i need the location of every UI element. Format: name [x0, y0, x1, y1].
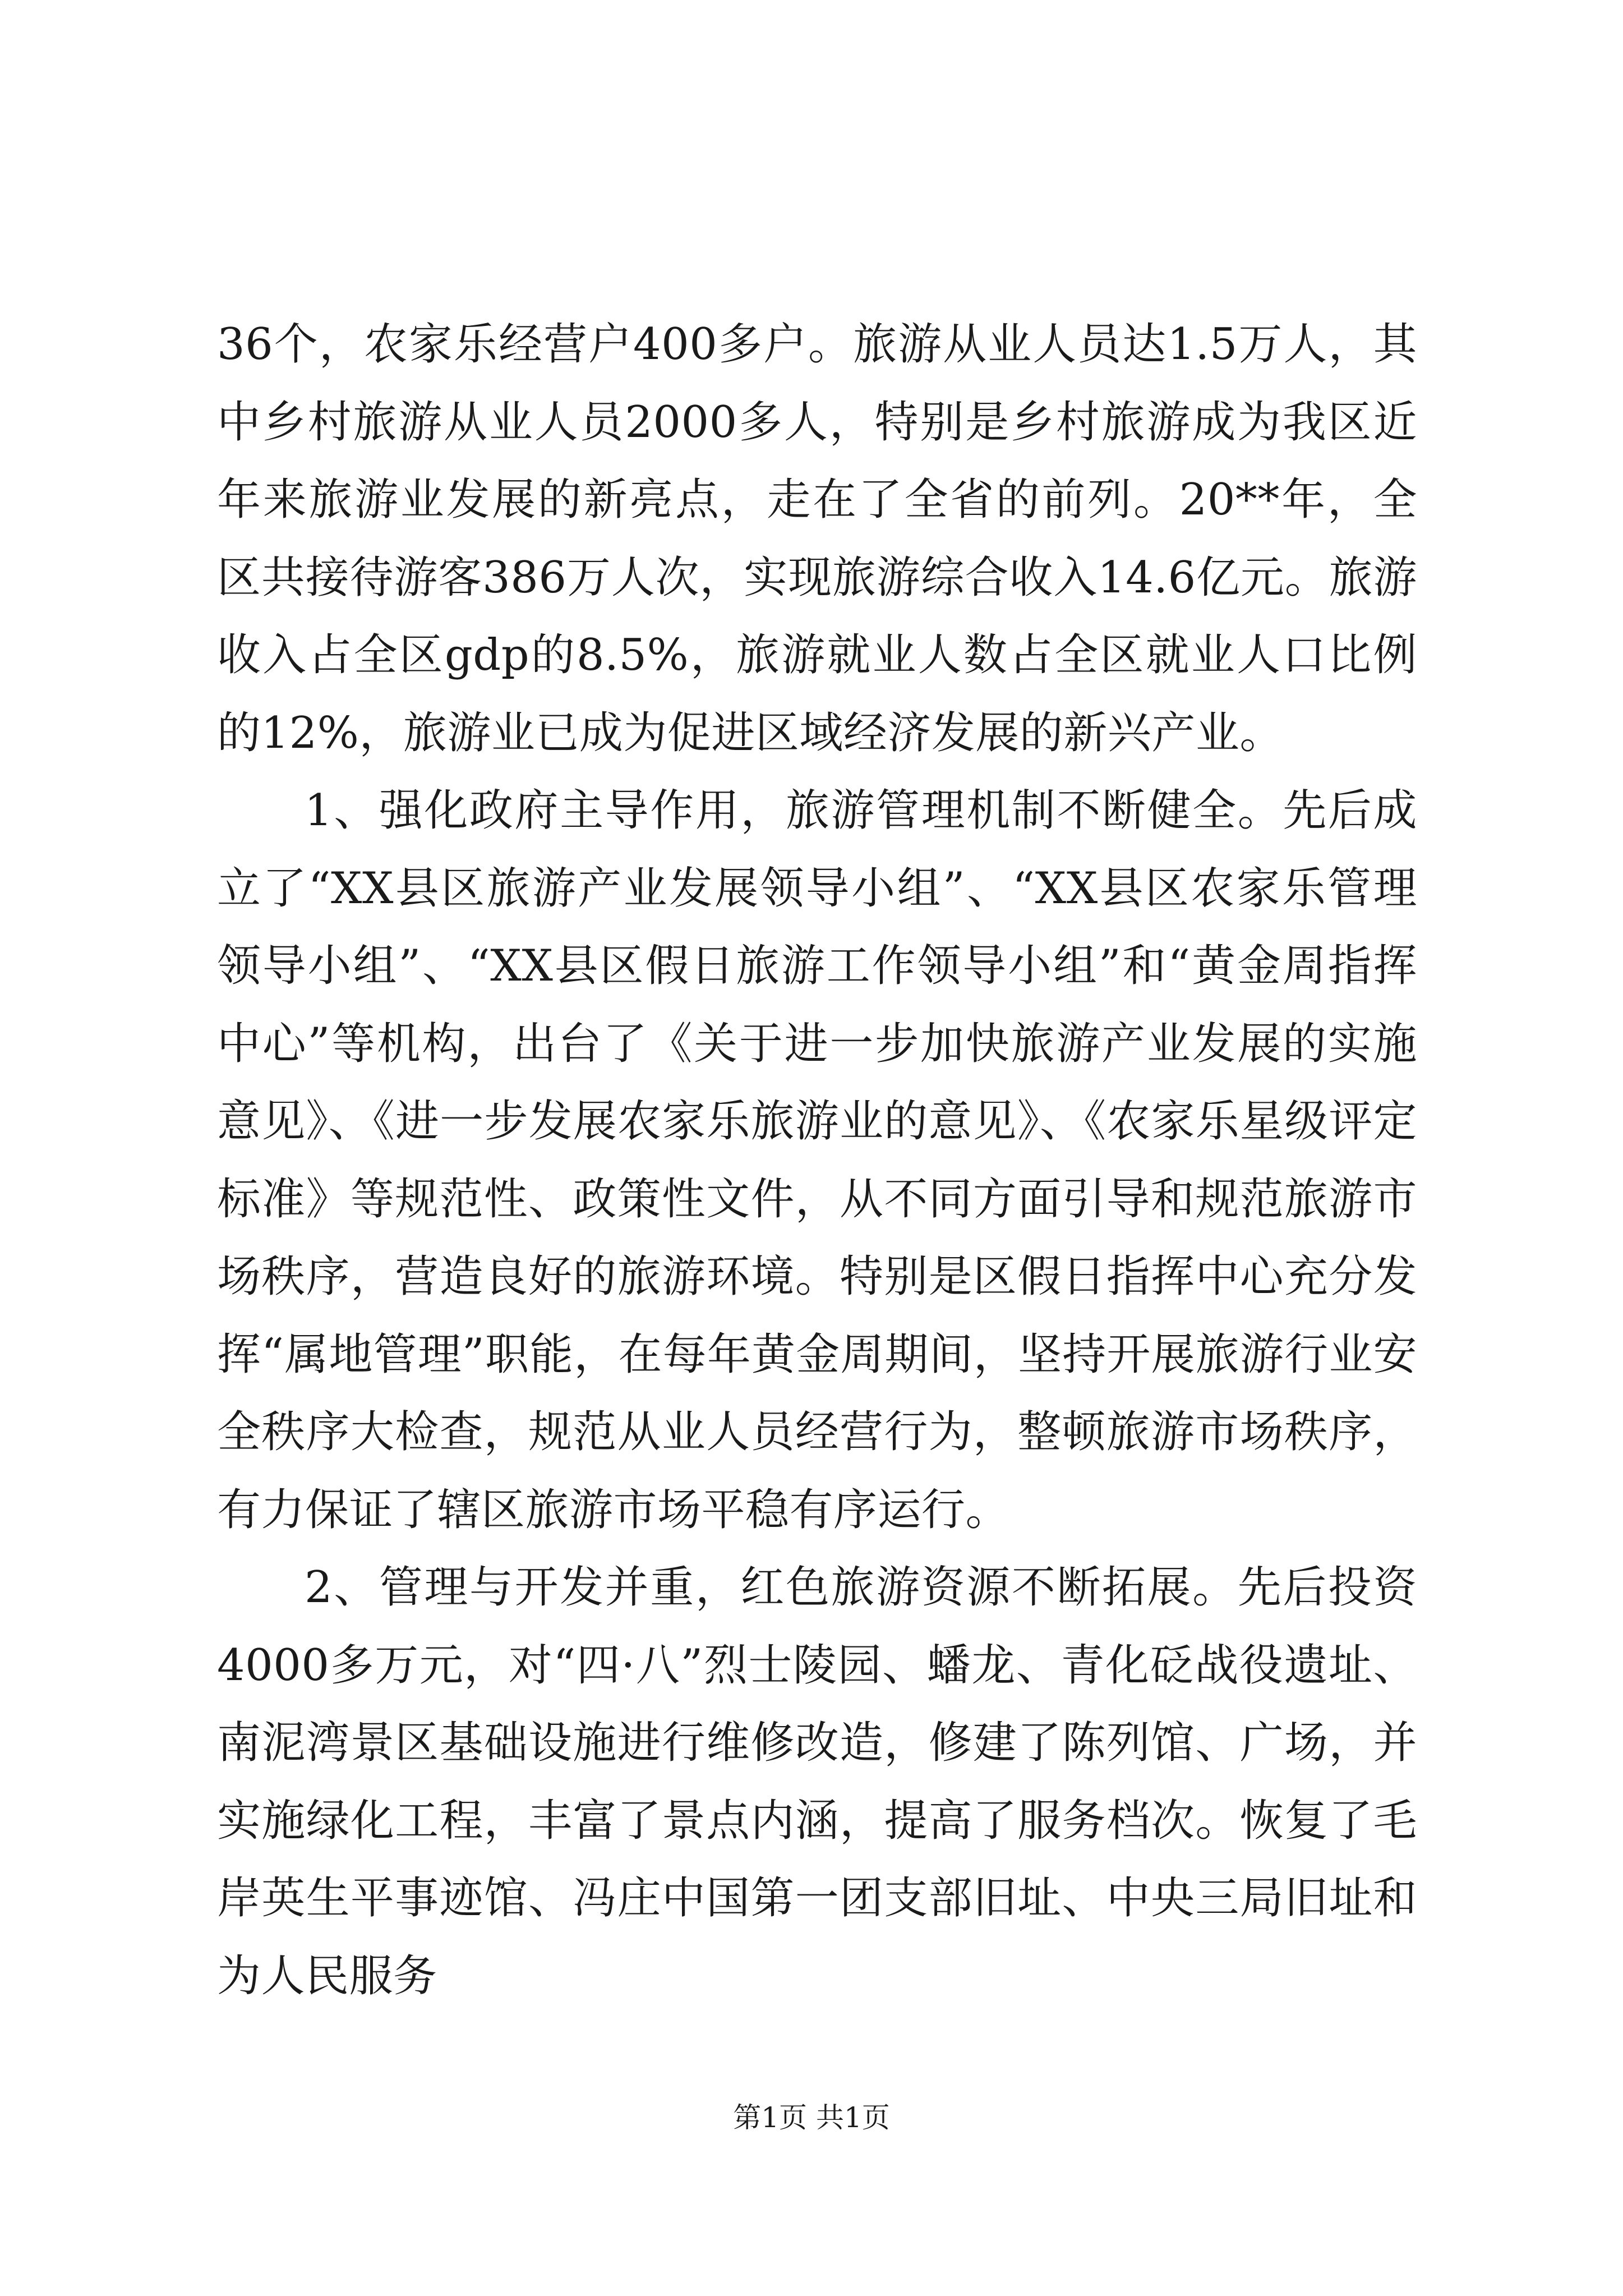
- paragraph-item-2: 2、管理与开发并重，红色旅游资源不断拓展。先后投资4000多万元，对“四·八”烈士陵园、蟠龙、青化砭战役遗址、南泥湾景区基础设施进行维修改造，修建了陈列馆、广场，并实施绿化工程，丰富了景点内涵，提高了服务档次。恢复了毛岸英生平事迹馆、冯庄中国第一团支部旧址、中央三局旧址和为人民服务: [217, 1562, 1417, 2001]
- paragraph-item-1: 1、强化政府主导作用，旅游管理机制不断健全。先后成立了“XX县区旅游产业发展领导小组”、“XX县区农家乐管理领导小组”、“XX县区假日旅游工作领导小组”和“黄金周指挥中心”等机构，出台了《关于进一步加快旅游产业发展的实施意见》、《进一步发展农家乐旅游业的意见》、《农家乐星级评定标准》等规范性、政策性文件，从不同方面引导和规范旅游市场秩序，营造良好的旅游环境。特别是区假日指挥中心充分发挥“属地管理”职能，在每年黄金周期间，坚持开展旅游行业安全秩序大检查，规范从业人员经营行为，整顿旅游市场秩序，有力保证了辖区旅游市场平稳有序运行。: [217, 785, 1417, 1535]
- page-footer: 第1页 共1页: [733, 2101, 890, 2134]
- paragraph-continuation: 36个，农家乐经营户400多户。旅游从业人员达1.5万人，其中乡村旅游从业人员2000多人，特别是乡村旅游成为我区近年来旅游业发展的新亮点，走在了全省的前列。20**年，全区共接待游客386万人次，实现旅游综合收入14.6亿元。旅游收入占全区gdp的8.5%，旅游就业人数占全区就业人口比例的12%，旅游业已成为促进区域经济发展的新兴产业。: [217, 319, 1417, 758]
- body-text: [217, 306, 1417, 2015]
